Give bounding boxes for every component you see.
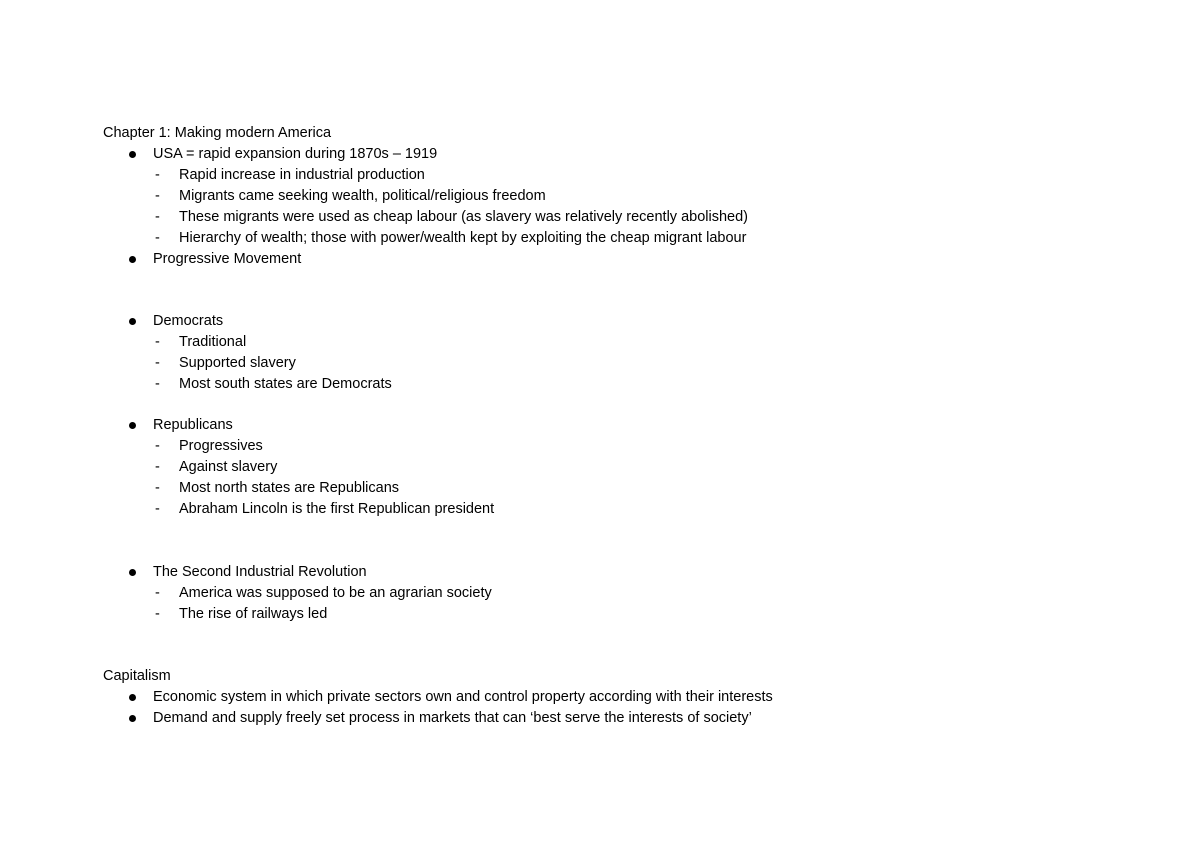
sub-item-text: Rapid increase in industrial production — [179, 167, 425, 183]
sub-item-text: Progressives — [179, 438, 263, 454]
bullet-text: Republicans — [153, 417, 233, 433]
sub-item-text: Supported slavery — [179, 355, 296, 371]
bullet-text: The Second Industrial Revolution — [153, 564, 367, 580]
bullet-dot-icon — [129, 422, 136, 429]
sub-item-text: Abraham Lincoln is the first Republican president — [179, 501, 495, 517]
bullet-dot-icon — [129, 151, 136, 158]
dash-marker: - — [155, 376, 160, 392]
bullet-dot-icon — [129, 569, 136, 576]
sub-item-text: The rise of railways led — [179, 606, 328, 622]
sub-item-text: Migrants came seeking wealth, political/religious freedom — [179, 188, 546, 204]
bullet-dot-icon — [129, 715, 136, 722]
bullet-text: USA = rapid expansion during 1870s – 1919 — [153, 146, 438, 162]
bullet-dot-icon — [129, 256, 136, 263]
sub-item-text: America was supposed to be an agrarian society — [179, 585, 492, 601]
capitalism-heading: Capitalism — [103, 668, 171, 684]
dash-marker: - — [155, 167, 160, 183]
sub-item-text: Hierarchy of wealth; those with power/wealth kept by exploiting the cheap migrant labour — [179, 230, 747, 246]
dash-marker: - — [155, 355, 160, 371]
sub-item-text: Most north states are Republicans — [179, 480, 400, 496]
dash-marker: - — [155, 209, 160, 225]
bullet-text: Democrats — [153, 313, 224, 329]
dash-marker: - — [155, 230, 160, 246]
sub-item-text: These migrants were used as cheap labour (as slavery was relatively recently abolished) — [179, 209, 748, 225]
dash-marker: - — [155, 188, 160, 204]
bullet-dot-icon — [129, 694, 136, 701]
dash-marker: - — [155, 438, 160, 454]
dash-marker: - — [155, 459, 160, 475]
bullet-text: Economic system in which private sectors own and control property according with their interests — [153, 689, 773, 705]
bullet-text: Progressive Movement — [153, 251, 302, 267]
dash-marker: - — [155, 480, 160, 496]
sub-item-text: Most south states are Democrats — [179, 376, 392, 392]
sub-item-text: Traditional — [179, 334, 247, 350]
dash-marker: - — [155, 334, 160, 350]
dash-marker: - — [155, 501, 160, 517]
sub-item-text: Against slavery — [179, 459, 278, 475]
chapter-heading: Chapter 1: Making modern America — [103, 125, 332, 141]
bullet-dot-icon — [129, 318, 136, 325]
dash-marker: - — [155, 606, 160, 622]
bullet-text: Demand and supply freely set process in markets that can ‘best serve the interests of society’ — [153, 710, 752, 726]
dash-marker: - — [155, 585, 160, 601]
